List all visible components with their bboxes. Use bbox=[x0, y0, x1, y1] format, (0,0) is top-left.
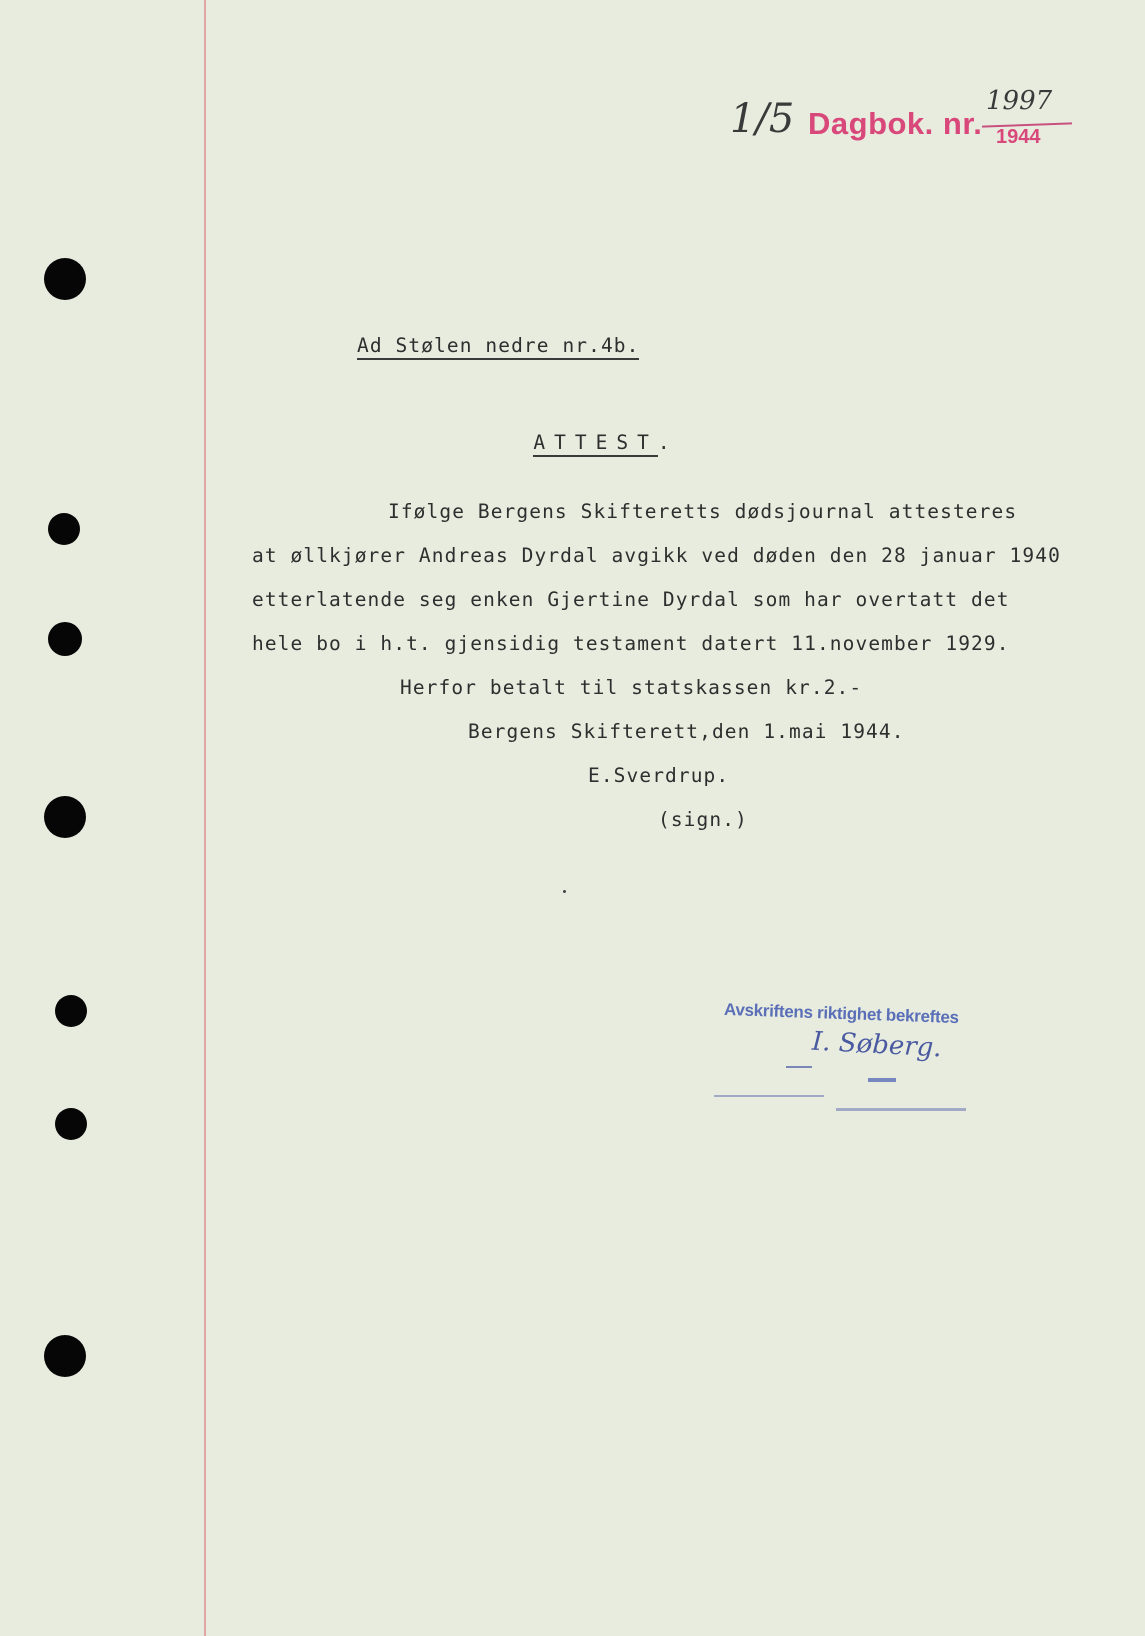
punch-hole bbox=[44, 258, 86, 300]
body-line: etterlatende seg enken Gjertine Dyrdal som har overtatt det bbox=[252, 588, 1010, 611]
signatory-name: E.Sverdrup. bbox=[588, 764, 730, 787]
punch-hole bbox=[55, 1108, 87, 1140]
heading-wrapper bbox=[482, 408, 671, 477]
punch-hole bbox=[55, 995, 87, 1027]
punch-hole bbox=[44, 796, 86, 838]
punch-hole bbox=[48, 513, 80, 545]
red-margin-line bbox=[204, 0, 206, 1636]
body-line: hele bo i h.t. gjensidig testament datert 11.november 1929. bbox=[252, 632, 1010, 655]
punch-hole bbox=[48, 622, 82, 656]
diary-number: 1997 bbox=[986, 86, 1053, 116]
stamp-smudge bbox=[786, 1066, 812, 1068]
fee-line: Herfor betalt til statskassen kr.2.- bbox=[400, 676, 863, 699]
body-line: Ifølge Bergens Skifteretts dødsjournal attesteres bbox=[388, 500, 1018, 523]
punch-hole bbox=[44, 1335, 86, 1377]
document-heading: ATTEST bbox=[533, 431, 657, 457]
stamp-smudge bbox=[714, 1095, 824, 1097]
ink-dot bbox=[563, 890, 566, 893]
diary-year: 1944 bbox=[996, 126, 1041, 148]
handwritten-signature: I. Søberg. bbox=[811, 1026, 943, 1064]
stamp-smudge bbox=[868, 1078, 896, 1082]
court-date-line: Bergens Skifterett,den 1.mai 1944. bbox=[468, 720, 905, 743]
stamp-smudge bbox=[836, 1108, 966, 1111]
date-mark: 1/5 bbox=[730, 96, 795, 142]
body-line: at øllkjører Andreas Dyrdal avgikk ved døden den 28 januar 1940 bbox=[252, 544, 1061, 567]
property-reference: Ad Stølen nedre nr.4b. bbox=[357, 334, 639, 360]
diary-number-stamp: Dagbok. nr. bbox=[808, 106, 983, 141]
heading-period: . bbox=[657, 431, 671, 454]
certification-stamp: Avskriftens riktighet bekreftes bbox=[723, 999, 960, 1028]
signature-note: (sign.) bbox=[658, 808, 748, 831]
